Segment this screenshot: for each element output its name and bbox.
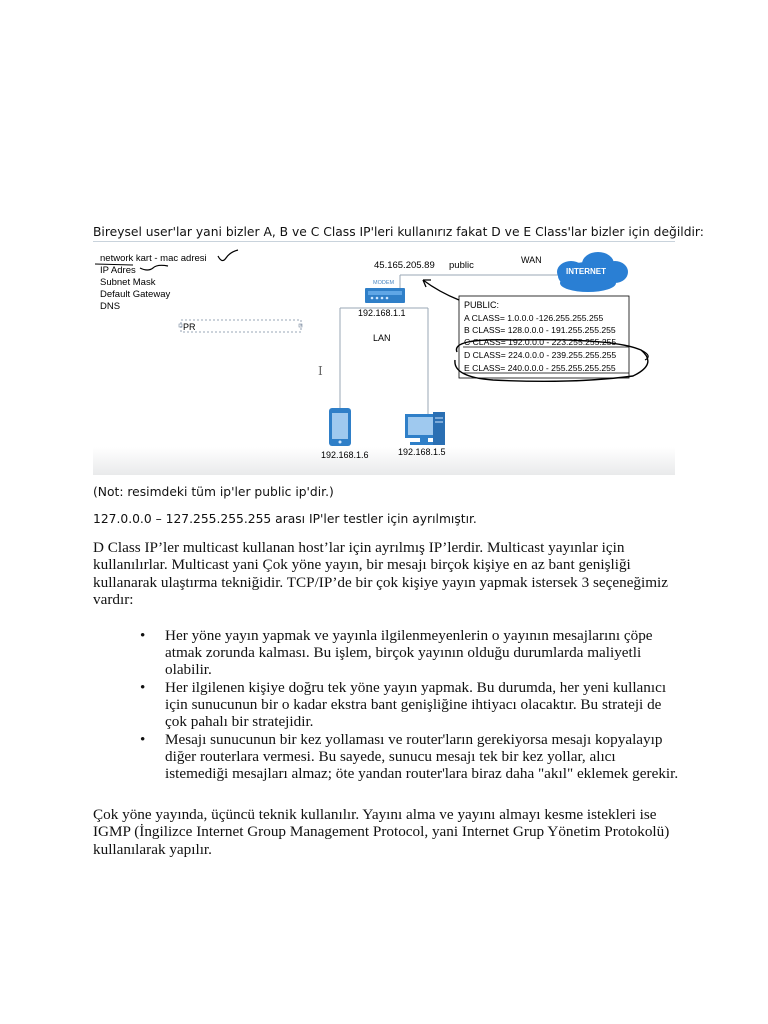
selection-handle	[299, 324, 302, 327]
text-cursor-icon: I	[318, 364, 323, 378]
selection-handle	[179, 324, 182, 327]
intro-line: Bireysel user'lar yani bizler A, B ve C Class IP'leri kullanırız fakat D ve E Class'lar bizler için değildir:	[93, 225, 704, 239]
list-item-dns: DNS	[100, 301, 121, 312]
network-diagram-image	[93, 241, 675, 475]
phone-icon	[329, 408, 351, 446]
class-b-line: B CLASS= 128.0.0.0 - 191.255.255.255	[464, 325, 616, 335]
input-text: PR	[183, 322, 196, 332]
check-mark-1	[218, 250, 238, 261]
bullet-glyph: •	[140, 627, 146, 644]
bullet-glyph: •	[140, 679, 146, 696]
internet-label: INTERNET	[566, 267, 606, 276]
bullet-list	[140, 627, 680, 783]
bullet-item	[140, 731, 680, 782]
modem-icon	[365, 288, 405, 303]
paragraph-1: D Class IP’ler multicast kullanan host’lar için ayrılmış IP’lerdir. Multicast yayınlar için kullanılırlar. Multicast yani Çok yöne yayın, bir mesajı birçok kişiye en az bant genişliği kullanarak ulaştırma tekniğidir. TCP/IP’de bir çok kişiye yayın yapmak istersek 3 seçeneğimiz vardır:	[93, 539, 669, 608]
bullet-text: Mesajı sunucunun bir kez yollaması ve router'ların gerekiyorsa mesajı kopyalayıp diğer routerlara vermesi. Bu sayede, sunucu mesajı tek bir kez yollar, alıcı istemediği mesajları almaz; öte yandan router'lara biraz daha "akıl" eklemek gerekir.	[165, 731, 679, 782]
list-item-mac: network kart - mac adresi	[100, 253, 207, 264]
bullet-glyph: •	[140, 731, 146, 748]
list-item-ip: IP Adres	[100, 265, 136, 276]
bullet-item	[140, 627, 680, 678]
check-mark-2	[140, 265, 168, 270]
modem-label: MODEM	[373, 280, 395, 286]
phone-ip: 192.168.1.6	[321, 450, 369, 460]
bullet-item	[140, 679, 680, 730]
bullet-text: Her yöne yayın yapmak ve yayınla ilgilenmeyenlerin o yayının mesajlarını çöpe atmak zorunda kalması. Bu işlem, birçok yayının olduğu durumlarda maliyetli olabilir.	[165, 627, 653, 678]
wan-label: WAN	[521, 255, 542, 265]
list-item-gateway: Default Gateway	[100, 289, 171, 300]
handwritten-arrow-to-ip	[423, 280, 459, 300]
class-c-line: C CLASS= 192.0.0.0 - 223.255.255.255	[464, 337, 617, 347]
class-e-line: E CLASS= 240.0.0.0 - 255.255.255.255	[464, 363, 616, 373]
paragraph-2: Çok yöne yayında, üçüncü teknik kullanılır. Yayını alma ve yayını almayı kesme istekleri ise IGMP (İngilizce Internet Group Management Protocol, yani Internet Grup Yönetim Protokolü) kullanılarak yapılır.	[93, 806, 670, 858]
list-item-subnet: Subnet Mask	[100, 277, 156, 288]
desktop-icon	[405, 412, 445, 445]
router-ip: 192.168.1.1	[358, 308, 406, 318]
pc-ip: 192.168.1.5	[398, 447, 446, 457]
text-input-selection	[181, 320, 301, 332]
lan-label: LAN	[373, 333, 391, 343]
public-label: public	[449, 260, 474, 271]
note-range: 127.0.0.0 – 127.255.255.255 arası IP'ler testler için ayrılmıştır.	[93, 512, 477, 526]
class-d-line: D CLASS= 224.0.0.0 - 239.255.255.255	[464, 350, 617, 360]
public-ip: 45.165.205.89	[374, 260, 435, 271]
note-public: (Not: resimdeki tüm ip'ler public ip'dir.)	[93, 485, 334, 499]
public-box-title: PUBLIC:	[464, 300, 500, 310]
bullet-text: Her ilgilenen kişiye doğru tek yöne yayın yapmak. Bu durumda, her yeni kullanıcı için sunucunun bir o kadar ekstra bant genişliğine ihtiyacı olacaktır. Bu strateji de çok pahalı bir stratejidir.	[165, 679, 667, 730]
class-a-line: A CLASS= 1.0.0.0 -126.255.255.255	[464, 313, 604, 323]
